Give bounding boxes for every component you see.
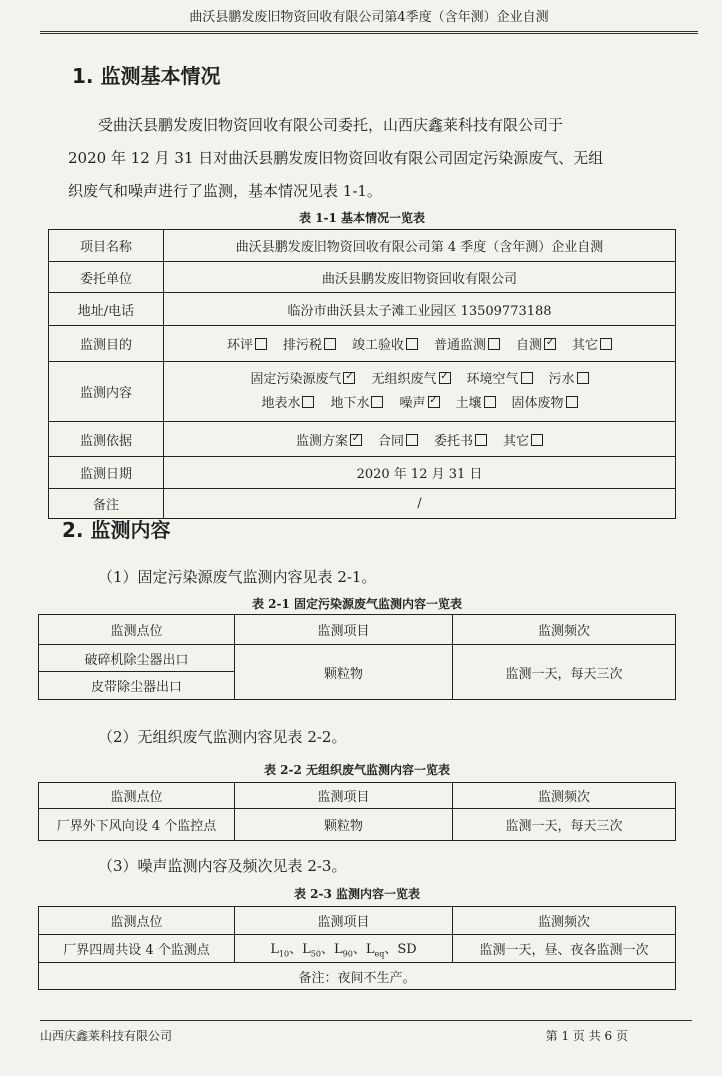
checkbox-option: [572, 334, 612, 353]
footer-company: 山西庆鑫莱科技有限公司: [40, 1029, 173, 1043]
table-row: [39, 935, 676, 963]
basis-options: [164, 422, 676, 457]
noise-table: [38, 906, 676, 990]
item-subscript: eq: [374, 949, 385, 959]
checkbox-option: [261, 392, 314, 416]
checkbox-option: [371, 368, 450, 392]
row-label: 监测目的: [49, 326, 164, 362]
table-row: [49, 422, 676, 457]
table-row: [49, 293, 676, 326]
section1-paragraph: [68, 109, 656, 208]
empty-box-icon: [406, 338, 418, 350]
option-label: 竣工验收: [351, 338, 404, 353]
frequency-cell: 监测一天，每天三次: [453, 809, 676, 841]
option-label: 合同: [377, 433, 404, 449]
row-label: 备注: [49, 489, 164, 519]
para-line-3: 织废气和噪声进行了监测，基本情况见表 1-1。: [68, 182, 382, 200]
checkbox-option: [434, 334, 500, 353]
column-header: 监测点位: [39, 907, 235, 935]
column-header: 监测频次: [453, 783, 676, 809]
item-cell: 颗粒物: [235, 809, 453, 841]
option-label: 固定污染源废气: [250, 371, 342, 387]
option-label: 监测方案: [295, 433, 348, 449]
page-footer: [40, 1020, 692, 1044]
checkbox-option: [434, 430, 487, 449]
empty-box-icon: [484, 396, 496, 408]
content-options-line2: [168, 392, 671, 416]
running-header: 曲沃县鹏发废旧物资回收有限公司第4季度（含年测）企业自测: [40, 6, 698, 32]
frequency-cell: 监测一天，每天三次: [453, 645, 676, 700]
table-row: [49, 262, 676, 293]
point-cell: 厂界四周共设 4 个监测点: [39, 935, 235, 963]
option-label: 排污税: [282, 338, 322, 353]
column-header: 监测频次: [453, 615, 676, 645]
empty-box-icon: [475, 434, 487, 446]
stack-gas-table: [38, 614, 676, 700]
empty-box-icon: [255, 338, 267, 350]
checked-box-icon: [343, 372, 355, 384]
item-part: 、SD: [384, 942, 417, 958]
column-header: 监测点位: [39, 615, 235, 645]
subsection-2-text: （2）无组织废气监测内容见表 2-2。: [98, 728, 347, 746]
option-label: 环评: [226, 338, 253, 353]
empty-box-icon: [488, 338, 500, 350]
item-subscript: 90: [342, 949, 353, 959]
table-row: [39, 615, 676, 645]
checkbox-option: [516, 334, 556, 353]
table-row: [49, 326, 676, 362]
item-part: 、L: [320, 942, 343, 958]
checkbox-option: [549, 368, 589, 392]
section1-heading: 1. 监测基本情况: [72, 64, 221, 88]
option-label: 环境空气: [466, 371, 519, 387]
remark-value: /: [164, 489, 676, 519]
project-name-value: 曲沃县鹏发废旧物资回收有限公司第 4 季度（含年测）企业自测: [164, 230, 676, 262]
item-part: 、L: [289, 942, 311, 958]
checkbox-option: [503, 430, 543, 449]
row-label: 监测日期: [49, 457, 164, 489]
remark-cell: 备注：夜间不生产。: [39, 963, 676, 990]
address-phone-value: 临汾市曲沃县太子滩工业园区 13509773188: [164, 293, 676, 326]
checkbox-option: [399, 392, 439, 416]
table-row: [49, 457, 676, 489]
row-label: 监测内容: [49, 362, 164, 422]
row-label: 委托单位: [49, 262, 164, 293]
checkbox-option: [330, 392, 383, 416]
date-value: 2020 年 12 月 31 日: [164, 457, 676, 489]
frequency-cell: 监测一天，昼、夜各监测一次: [453, 935, 676, 963]
option-label: 自测: [516, 338, 543, 353]
table-row: [39, 809, 676, 841]
page-number: 第 1 页 共 6 页: [545, 1029, 628, 1043]
table4-caption: 表 2-3 监测内容一览表: [293, 887, 421, 901]
point-cell: 厂界外下风向设 4 个监控点: [39, 809, 235, 841]
para-line-2: 2020 年 12 月 31 日对曲沃县鹏发废旧物资回收有限公司固定污染源废气、无组: [68, 149, 604, 167]
option-label: 委托书: [434, 433, 474, 449]
option-label: 地表水: [261, 395, 301, 411]
checked-box-icon: [544, 338, 556, 350]
checkbox-option: [352, 334, 418, 353]
checkbox-option: [296, 430, 362, 449]
item-subscript: 10: [278, 949, 290, 959]
checkbox-option: [250, 368, 355, 392]
option-label: 其它: [572, 338, 599, 353]
row-label: 项目名称: [49, 230, 164, 262]
empty-box-icon: [577, 372, 589, 384]
subsection-3-text: （3）噪声监测内容及频次见表 2-3。: [98, 857, 347, 875]
checked-box-icon: [439, 372, 451, 384]
option-label: 污水: [548, 371, 575, 387]
point-cell: 皮带除尘器出口: [39, 672, 235, 700]
subsection-1-text: （1）固定污染源废气监测内容见表 2-1。: [98, 568, 377, 586]
column-header: 监测频次: [453, 907, 676, 935]
table1-caption: 表 1-1 基本情况一览表: [298, 211, 426, 225]
checked-box-icon: [350, 434, 362, 446]
table-row: [49, 362, 676, 422]
column-header: 监测项目: [235, 615, 453, 645]
empty-box-icon: [406, 434, 418, 446]
table-row: [39, 963, 676, 990]
basic-info-table: [48, 229, 676, 519]
purpose-options: [164, 326, 676, 362]
empty-box-icon: [600, 338, 612, 350]
column-header: 监测点位: [39, 783, 235, 809]
fugitive-gas-table: [38, 782, 676, 841]
empty-box-icon: [302, 396, 314, 408]
empty-box-icon: [531, 434, 543, 446]
checkbox-option: [378, 430, 418, 449]
item-cell: 颗粒物: [235, 645, 453, 700]
empty-box-icon: [521, 372, 533, 384]
table-row: [39, 645, 676, 672]
item-subscript: 50: [310, 949, 321, 959]
content-options-line1: [168, 368, 671, 392]
checkbox-option: [512, 392, 578, 416]
client-value: 曲沃县鹏发废旧物资回收有限公司: [164, 262, 676, 293]
table-row: [39, 907, 676, 935]
option-label: 其它: [503, 433, 530, 449]
column-header: 监测项目: [235, 907, 453, 935]
row-label: 地址/电话: [49, 293, 164, 326]
item-part: 、L: [352, 942, 375, 958]
content-options: [164, 362, 676, 422]
checkbox-option: [227, 334, 267, 353]
section2-heading: 2. 监测内容: [62, 518, 171, 542]
empty-box-icon: [566, 396, 578, 408]
para-line-1: 受曲沃县鹏发废旧物资回收有限公司委托，山西庆鑫莱科技有限公司于: [98, 116, 564, 134]
table-row: [39, 783, 676, 809]
point-cell: 破碎机除尘器出口: [39, 645, 235, 672]
column-header: 监测项目: [235, 783, 453, 809]
checkbox-option: [283, 334, 336, 353]
checked-box-icon: [428, 396, 440, 408]
option-label: 地下水: [330, 395, 370, 411]
option-label: 土壤: [455, 395, 482, 411]
option-label: 普通监测: [434, 338, 487, 353]
checkbox-option: [456, 392, 496, 416]
option-label: 无组织废气: [371, 371, 437, 387]
item-part: L: [270, 942, 279, 958]
item-cell: [235, 935, 453, 963]
option-label: 固体废物: [511, 395, 564, 411]
row-label: 监测依据: [49, 422, 164, 457]
empty-box-icon: [324, 338, 336, 350]
checkbox-option: [467, 368, 533, 392]
table-row: [49, 230, 676, 262]
option-label: 噪声: [399, 395, 426, 411]
table2-caption: 表 2-1 固定污染源废气监测内容一览表: [251, 597, 463, 611]
empty-box-icon: [371, 396, 383, 408]
table3-caption: 表 2-2 无组织废气监测内容一览表: [263, 763, 451, 777]
